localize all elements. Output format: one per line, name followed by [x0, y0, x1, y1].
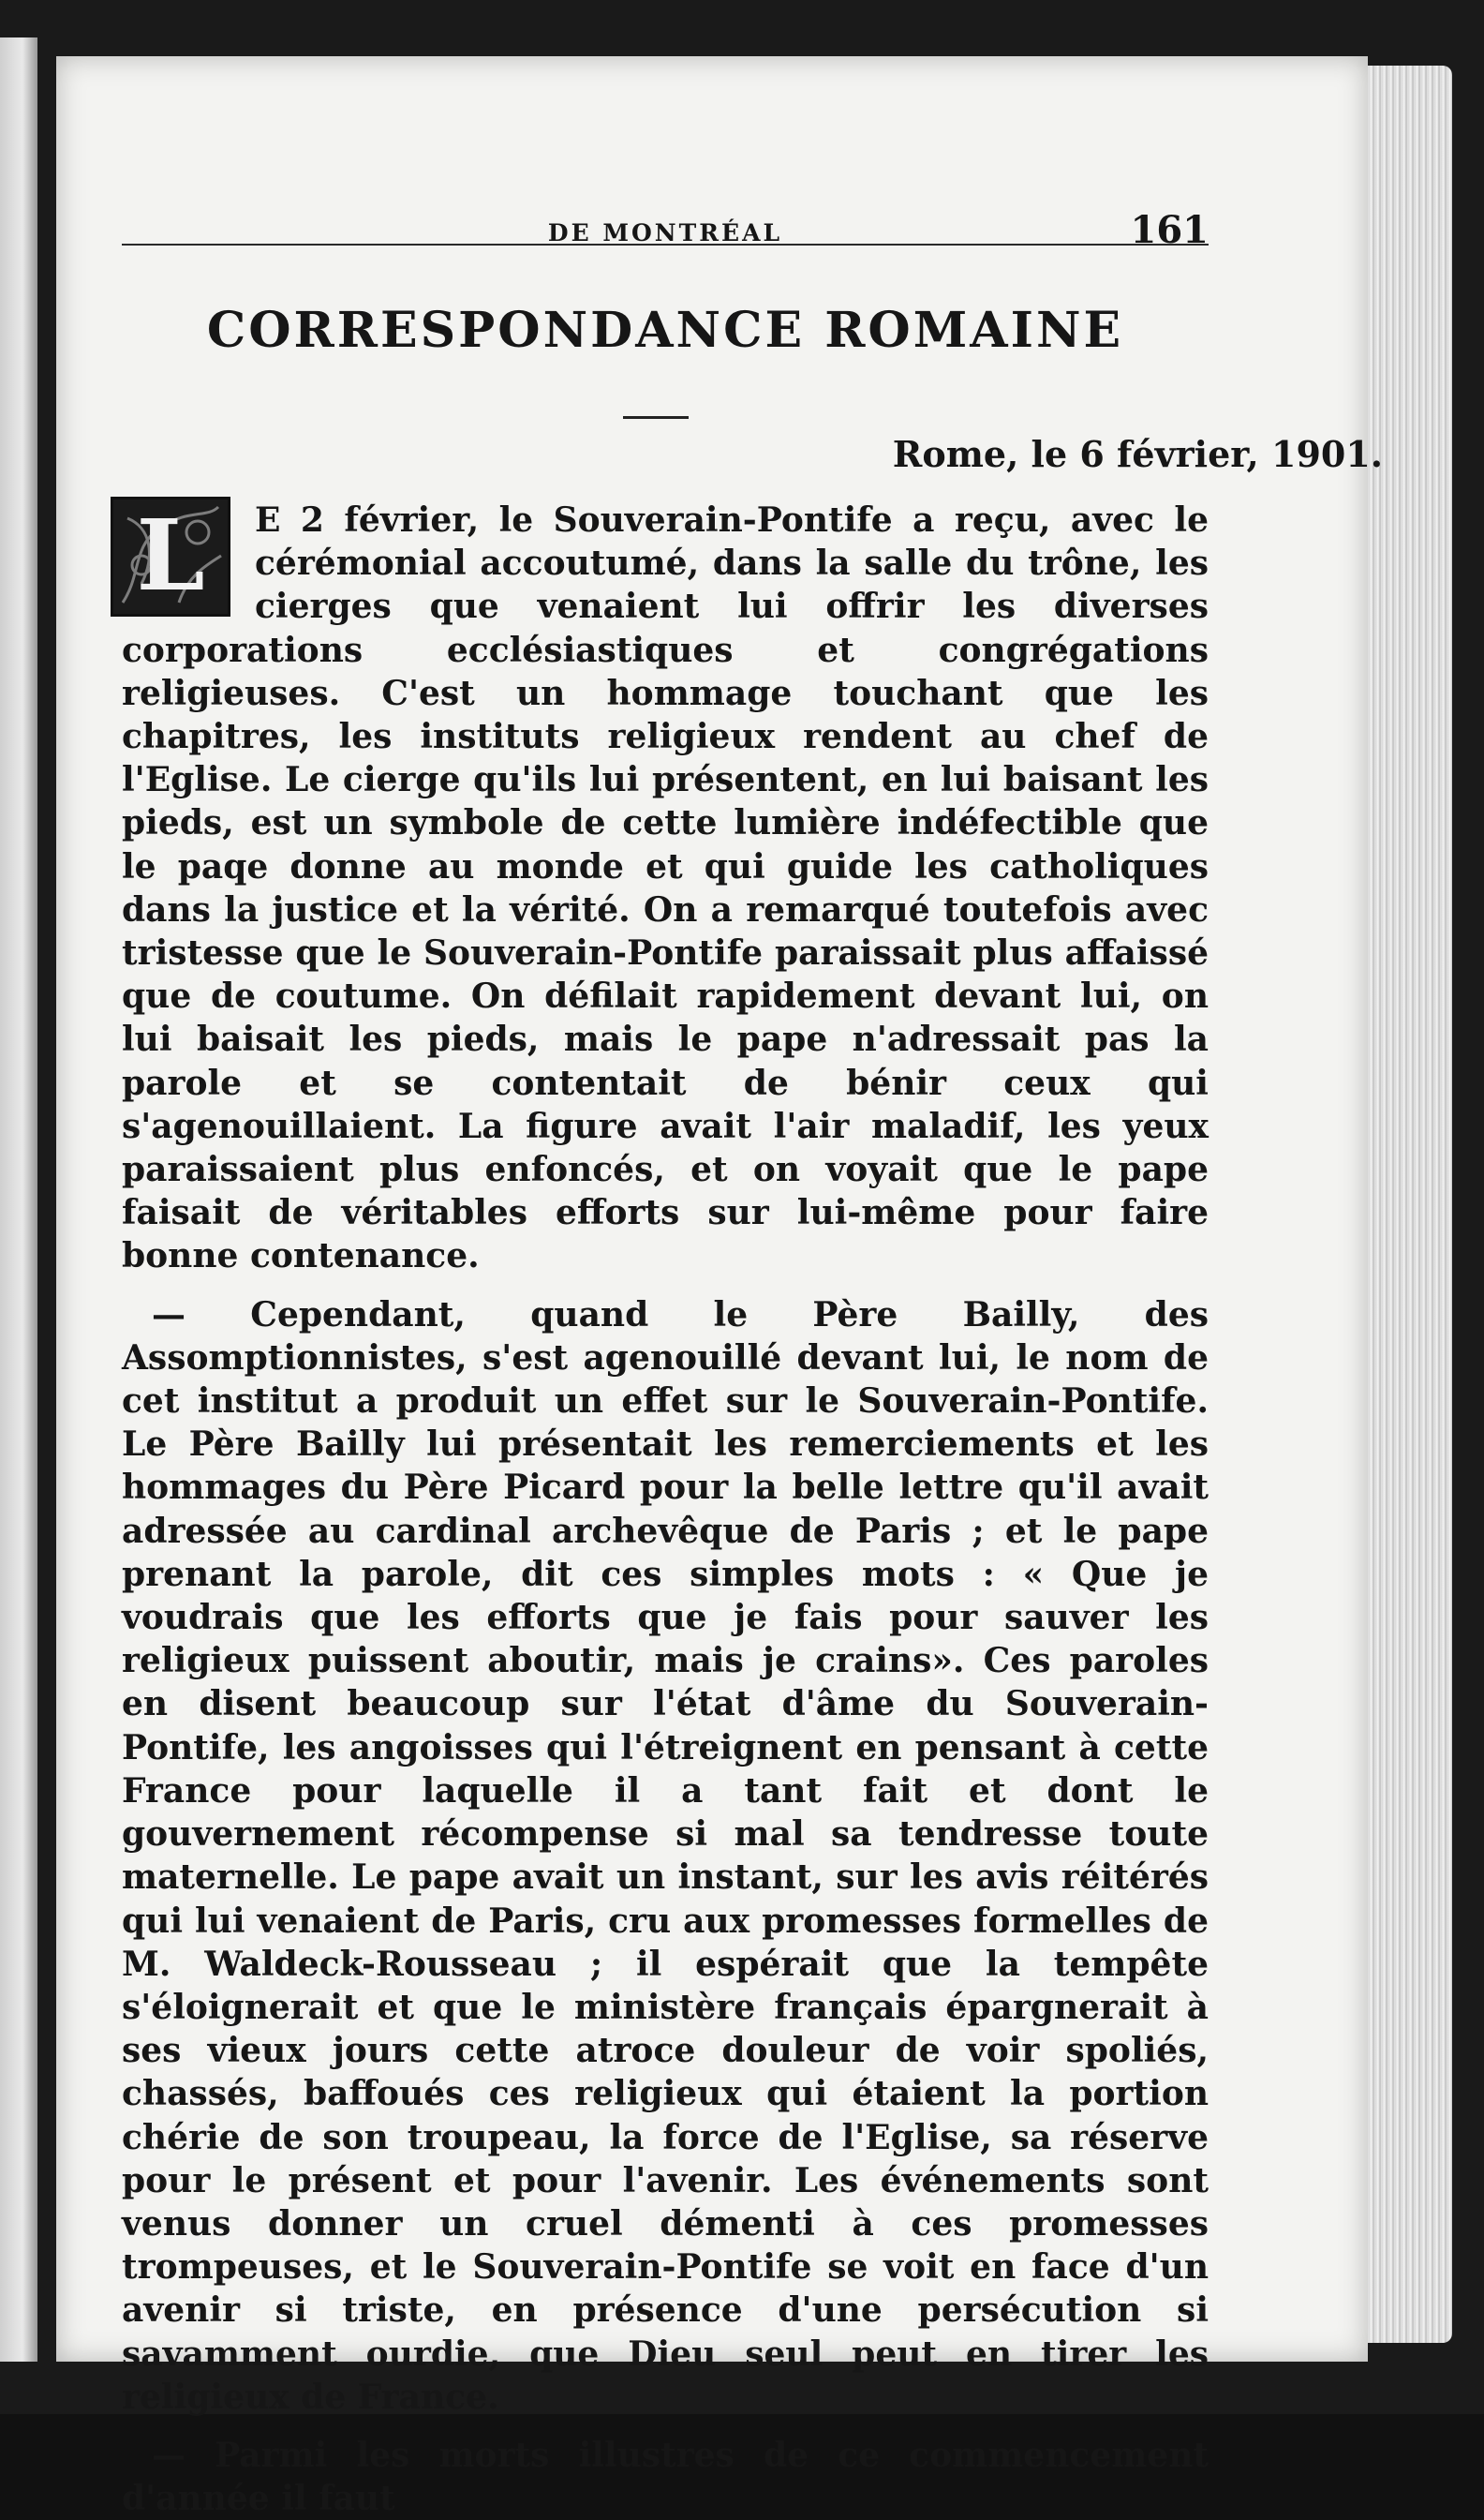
article-title: CORRESPONDANCE ROMAINE — [206, 302, 1124, 359]
paragraph: — Cependant, quand le Père Bailly, des Assomptionnistes, s'est agenouillé devant lui, le nom de cet institut a produit un effet sur le Souverain-Pontife. Le Père Bailly lui présentait les remerciements et les hommages du Père Picard pour la belle lettre qu'il avait adressée au cardinal archevêque de Paris ; et le pape prenant la parole, dit ces simples mots : « Que je voudrais que les efforts que je fais pour sauver les religieux puissent aboutir, mais je crains». Ces paroles en disent beaucoup sur l'état d'âme du Souverain-Pontife, les angoisses qui l'étreignent en pensant à cette France pour laquelle il a tant fait et dont le gouvernement récompense si mal sa tendresse toute maternelle. Le pape avait un instant, sur les avis réitérés qui lui venaient de Paris, cru aux promesses formelles de M. Waldeck-Rousseau ; il espérait que la tempête s'éloignerait et que le ministère français épargnerait à ses vieux jours cette atroce douleur de voir spoliés, chassés, baffoués ces religieux qui étaient la portion chérie de son troupeau, la force de l'Eglise, sa réserve pour le présent et pour l'avenir. Les événements sont venus donner un cruel démenti à ces promesses trompeuses, et le Souverain-Pontife se voit en face d'un avenir si triste, en présence d'une persécution si savamment ourdie, que Dieu seul peut en tirer les religieux de France. — [122, 1294, 1209, 2417]
drop-cap-letter: L — [136, 498, 205, 613]
title-rule — [623, 416, 689, 419]
previous-page-edge — [0, 37, 37, 2362]
running-title: DE MONTRÉAL — [547, 219, 783, 246]
running-head — [122, 157, 1209, 252]
article-body — [122, 499, 1209, 2520]
drop-cap-spacer — [122, 499, 255, 620]
paragraph: — Parmi les morts illustres de ce commencement d'année il faut — [122, 2435, 1209, 2519]
dateline: Rome, le 6 février, 1901. — [892, 433, 1383, 475]
paragraph — [122, 499, 1209, 1278]
page-number: 161 — [1130, 208, 1209, 252]
paragraph-text: E 2 février, le Souverain-Pontife a reçu, avec le cérémonial accoutumé, dans la salle du trône, les cierges que venaient lui offrir les diverses corporations ecclésiastiques et congrégations religieuses. C'est un hommage touchant que les chapitres, les instituts religieux rendent au chef de l'Eglise. Le cierge qu'ils lui présentent, en lui baisant les pieds, est un symbole de cette lumière indéfectible que le paqe donne au monde et qui guide les catholiques dans la justice et la vérité. On a remarqué toutefois avec tristesse que le Souverain-Pontife paraissait plus affaissé que de coutume. On défilait rapidement devant lui, on lui baisait les pieds, mais le pape n'adressait pas la parole et se contentait de bénir ceux qui s'agenouillaient. La figure avait l'air maladif, les yeux paraissaient plus enfoncés, et on voyait que le pape faisait de véritables efforts sur lui-même pour faire bonne contenance. — [122, 500, 1209, 1276]
header-rule — [122, 244, 1209, 246]
